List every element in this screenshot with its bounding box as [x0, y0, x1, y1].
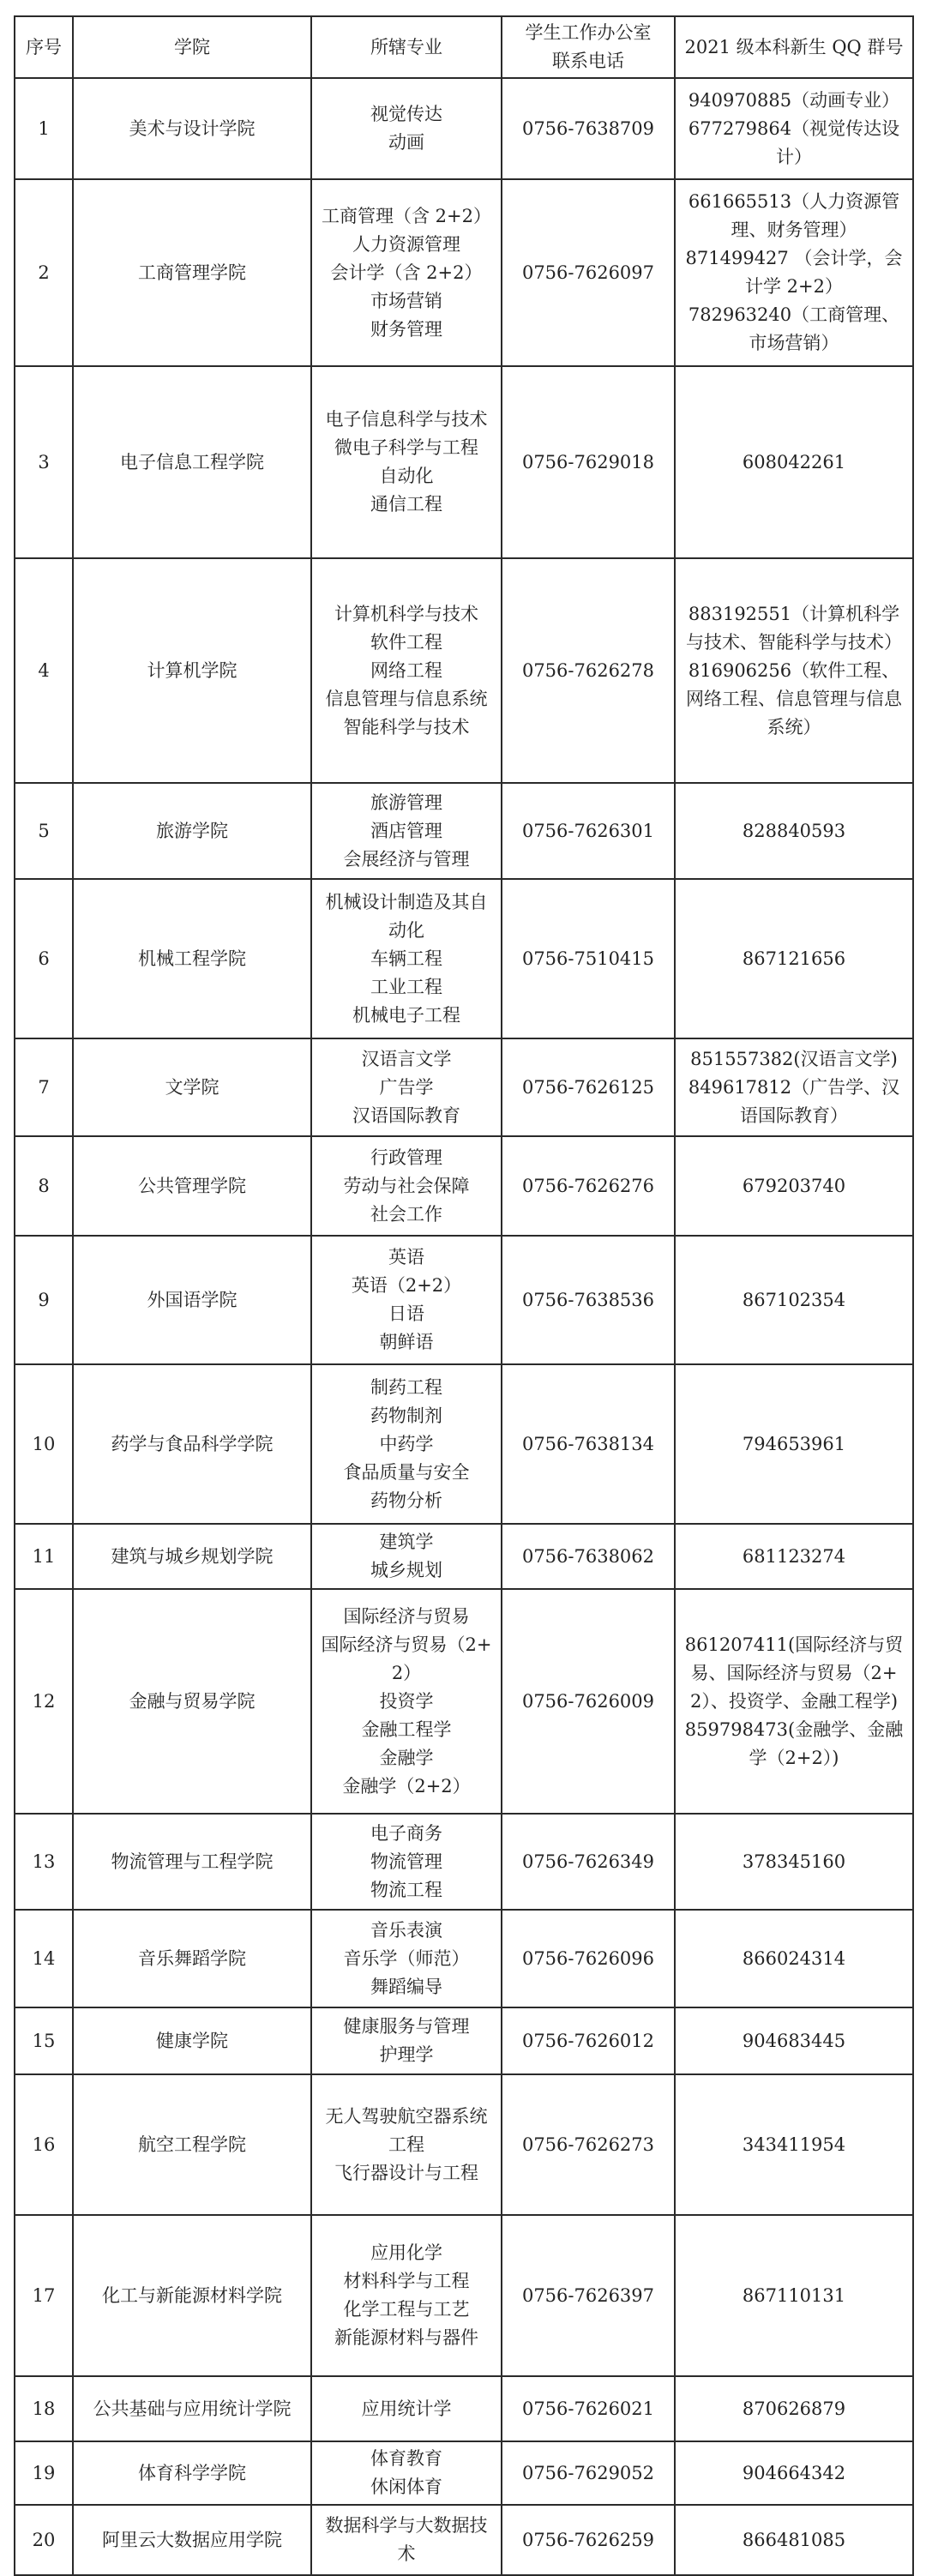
college-name: 机械工程学院	[73, 879, 311, 1038]
office-phone: 0756-7629018	[502, 366, 675, 558]
majors-cell-line: 数据科学与大数据技术	[325, 2515, 488, 2564]
majors-cell-line: 汉语国际教育	[352, 1104, 460, 1126]
majors-cell-line: 机械电子工程	[352, 1004, 460, 1026]
office-phone: 0756-7626125	[502, 1038, 675, 1136]
row-index: 5	[15, 783, 73, 879]
majors-cell-line: 金融工程学	[361, 1718, 452, 1740]
office-phone: 0756-7626276	[502, 1136, 675, 1236]
majors-cell-line: 金融学（2+2）	[342, 1775, 471, 1797]
majors-cell-line: 汉语言文学	[361, 1048, 452, 1069]
qq-group-cell-line: 859798473(金融学、金融学（2+2）)	[684, 1718, 904, 1768]
college-name: 健康学院	[73, 2007, 311, 2074]
qq-group-cell-line: 816906256（软件工程、网络工程、信息管理与信息系统）	[686, 659, 902, 737]
college-name: 计算机学院	[73, 558, 311, 783]
qq-group-cell-line: 861207411(国际经济与贸易、国际经济与贸易（2+2）、投资学、金融工程学)	[684, 1634, 904, 1712]
majors-cell-line: 新能源材料与器件	[334, 2327, 478, 2348]
majors-cell-line: 材料科学与工程	[343, 2271, 470, 2291]
qq-group-cell-line: 679203740	[742, 1175, 846, 1196]
college-contact-table	[14, 15, 914, 2576]
majors-cell-line: 应用化学	[370, 2242, 442, 2263]
majors-cell-line: 社会工作	[370, 1203, 442, 1225]
qq-group-cell	[675, 783, 913, 879]
majors-cell	[311, 2376, 502, 2441]
qq-group-cell-line: 851557382(汉语言文学)	[690, 1048, 898, 1069]
qq-group-cell-line: 608042261	[742, 451, 846, 472]
majors-cell-line: 工商管理（含 2+2）	[322, 205, 491, 226]
qq-group-cell	[675, 1524, 913, 1589]
majors-cell-line: 工业工程	[370, 976, 442, 997]
majors-cell-line: 国际经济与贸易	[343, 1605, 470, 1627]
qq-group-cell	[675, 1136, 913, 1236]
qq-group-cell-line: 867121656	[742, 948, 846, 969]
row-index: 15	[15, 2007, 73, 2074]
header-majors: 所辖专业	[311, 16, 502, 78]
majors-cell-line: 英语	[388, 1247, 424, 1267]
majors-cell	[311, 1038, 502, 1136]
qq-group-cell-line: 904683445	[742, 2030, 846, 2051]
majors-cell-line: 城乡规划	[370, 1560, 442, 1580]
table-row	[15, 179, 913, 366]
majors-cell	[311, 1814, 502, 1910]
row-index: 12	[15, 1589, 73, 1814]
header-phone: 学生工作办公室联系电话	[502, 16, 675, 78]
qq-group-cell-line: 782963240（工商管理、市场营销）	[688, 304, 900, 353]
majors-cell-line: 劳动与社会保障	[343, 1175, 470, 1196]
office-phone: 0756-7638709	[502, 78, 675, 179]
header-index: 序号	[15, 16, 73, 78]
table-row	[15, 78, 913, 179]
majors-cell-line: 物流工程	[370, 1879, 442, 1900]
office-phone: 0756-7626097	[502, 179, 675, 366]
table-row	[15, 558, 913, 783]
office-phone: 0756-7626096	[502, 1910, 675, 2007]
office-phone: 0756-7510415	[502, 879, 675, 1038]
majors-cell-line: 朝鲜语	[379, 1332, 434, 1352]
majors-cell-line: 动画	[388, 132, 424, 153]
majors-cell-line: 食品质量与安全	[343, 1461, 470, 1483]
college-name: 化工与新能源材料学院	[73, 2215, 311, 2376]
table-row	[15, 2215, 913, 2376]
college-name: 美术与设计学院	[73, 78, 311, 179]
row-index: 6	[15, 879, 73, 1038]
row-index: 2	[15, 179, 73, 366]
majors-cell-line: 广告学	[379, 1076, 434, 1098]
qq-group-cell-line: 883192551（计算机科学与技术、智能科学与技术）	[686, 603, 902, 653]
majors-cell-line: 自动化	[379, 466, 434, 486]
header-row	[15, 16, 913, 78]
majors-cell-line: 网络工程	[370, 659, 442, 681]
qq-group-cell-line: 828840593	[742, 820, 846, 841]
majors-cell-line: 应用统计学	[361, 2398, 452, 2419]
qq-group-cell	[675, 1589, 913, 1814]
table-row	[15, 2505, 913, 2575]
college-name: 外国语学院	[73, 1236, 311, 1364]
majors-cell-line: 金融学	[379, 1747, 434, 1768]
majors-cell-line: 微电子科学与工程	[334, 437, 478, 458]
qq-group-cell	[675, 1038, 913, 1136]
qq-group-cell	[675, 1814, 913, 1910]
college-name: 电子信息工程学院	[73, 366, 311, 558]
table-row	[15, 2007, 913, 2074]
majors-cell-line: 药物分析	[370, 1490, 442, 1511]
college-name: 阿里云大数据应用学院	[73, 2505, 311, 2575]
college-name: 文学院	[73, 1038, 311, 1136]
college-name: 旅游学院	[73, 783, 311, 879]
table-row	[15, 1524, 913, 1589]
majors-cell-line: 日语	[388, 1303, 424, 1324]
majors-cell	[311, 2074, 502, 2215]
college-name: 物流管理与工程学院	[73, 1814, 311, 1910]
row-index: 14	[15, 1910, 73, 2007]
row-index: 17	[15, 2215, 73, 2376]
office-phone: 0756-7626273	[502, 2074, 675, 2215]
majors-cell-line: 建筑学	[379, 1532, 434, 1552]
qq-group-cell	[675, 2007, 913, 2074]
majors-cell-line: 化学工程与工艺	[343, 2299, 470, 2320]
table-row	[15, 2376, 913, 2441]
majors-cell	[311, 879, 502, 1038]
majors-cell-line: 无人驾驶航空器系统工程	[325, 2105, 488, 2155]
row-index: 8	[15, 1136, 73, 1236]
qq-group-cell-line: 849617812（广告学、汉语国际教育）	[688, 1076, 900, 1126]
office-phone: 0756-7626397	[502, 2215, 675, 2376]
college-name: 体育科学学院	[73, 2441, 311, 2505]
majors-cell-line: 中药学	[379, 1433, 434, 1454]
table-row	[15, 1236, 913, 1364]
row-index: 3	[15, 366, 73, 558]
qq-group-cell-line: 794653961	[742, 1433, 846, 1454]
qq-group-cell-line: 378345160	[742, 1851, 846, 1872]
qq-group-cell	[675, 1236, 913, 1364]
majors-cell	[311, 366, 502, 558]
majors-cell-line: 旅游管理	[370, 791, 442, 813]
qq-group-cell-line: 904664342	[742, 2462, 846, 2483]
qq-group-cell-line: 940970885（动画专业）	[688, 89, 900, 111]
majors-cell	[311, 78, 502, 179]
office-phone: 0756-7626012	[502, 2007, 675, 2074]
majors-cell-line: 护理学	[379, 2044, 434, 2065]
majors-cell-line: 制药工程	[370, 1376, 442, 1398]
row-index: 13	[15, 1814, 73, 1910]
qq-group-cell	[675, 879, 913, 1038]
table-row	[15, 366, 913, 558]
row-index: 4	[15, 558, 73, 783]
majors-cell-line: 财务管理	[370, 318, 442, 340]
majors-cell-line: 物流管理	[370, 1851, 442, 1872]
row-index: 9	[15, 1236, 73, 1364]
majors-cell-line: 健康服务与管理	[343, 2016, 470, 2037]
majors-cell-line: 酒店管理	[370, 820, 442, 841]
office-phone: 0756-7626259	[502, 2505, 675, 2575]
college-name: 建筑与城乡规划学院	[73, 1524, 311, 1589]
majors-cell	[311, 2215, 502, 2376]
row-index: 1	[15, 78, 73, 179]
majors-cell-line: 音乐学（师范）	[343, 1947, 470, 1969]
qq-group-cell	[675, 2441, 913, 2505]
majors-cell	[311, 1589, 502, 1814]
majors-cell-line: 信息管理与信息系统	[325, 688, 488, 709]
table-row	[15, 1910, 913, 2007]
table-row	[15, 1038, 913, 1136]
majors-cell-line: 车辆工程	[370, 948, 442, 969]
header-college: 学院	[73, 16, 311, 78]
qq-group-cell	[675, 1910, 913, 2007]
majors-cell	[311, 179, 502, 366]
qq-group-cell-line: 661665513（人力资源管理、财务管理）	[688, 191, 900, 240]
qq-group-cell	[675, 366, 913, 558]
qq-group-cell-line: 681123274	[742, 1545, 846, 1567]
majors-cell-line: 会计学（含 2+2）	[330, 262, 483, 283]
qq-group-cell	[675, 558, 913, 783]
row-index: 16	[15, 2074, 73, 2215]
majors-cell	[311, 558, 502, 783]
majors-cell	[311, 1524, 502, 1589]
majors-cell-line: 视觉传达	[370, 104, 442, 124]
table-row	[15, 783, 913, 879]
majors-cell-line: 通信工程	[370, 494, 442, 515]
qq-group-cell	[675, 2376, 913, 2441]
majors-cell	[311, 783, 502, 879]
header-qq: 2021 级本科新生 QQ 群号	[675, 16, 913, 78]
majors-cell-line: 音乐表演	[370, 1919, 442, 1941]
majors-cell	[311, 1236, 502, 1364]
table-row	[15, 1814, 913, 1910]
majors-cell-line: 电子商务	[370, 1822, 442, 1844]
college-name: 金融与贸易学院	[73, 1589, 311, 1814]
table-body	[15, 78, 913, 2575]
qq-group-cell-line: 866024314	[742, 1947, 846, 1969]
majors-cell-line: 药物制剂	[370, 1405, 442, 1426]
majors-cell-line: 电子信息科学与技术	[325, 409, 488, 430]
college-name: 工商管理学院	[73, 179, 311, 366]
table-row	[15, 2074, 913, 2215]
office-phone: 0756-7626301	[502, 783, 675, 879]
table-row	[15, 879, 913, 1038]
majors-cell	[311, 1364, 502, 1524]
office-phone: 0756-7626349	[502, 1814, 675, 1910]
majors-cell-line: 智能科学与技术	[343, 716, 470, 737]
row-index: 20	[15, 2505, 73, 2575]
qq-group-cell	[675, 179, 913, 366]
office-phone: 0756-7629052	[502, 2441, 675, 2505]
majors-cell-line: 人力资源管理	[352, 233, 460, 255]
college-name: 公共管理学院	[73, 1136, 311, 1236]
college-name: 音乐舞蹈学院	[73, 1910, 311, 2007]
row-index: 18	[15, 2376, 73, 2441]
qq-group-cell-line: 867102354	[742, 1289, 846, 1310]
majors-cell	[311, 1910, 502, 2007]
qq-group-cell	[675, 78, 913, 179]
qq-group-cell	[675, 2505, 913, 2575]
majors-cell-line: 舞蹈编导	[370, 1976, 442, 1997]
college-name: 航空工程学院	[73, 2074, 311, 2215]
majors-cell-line: 机械设计制造及其自动化	[325, 891, 488, 941]
majors-cell	[311, 1136, 502, 1236]
table-row	[15, 2441, 913, 2505]
office-phone: 0756-7626021	[502, 2376, 675, 2441]
qq-group-cell-line: 343411954	[742, 2134, 846, 2155]
college-name: 公共基础与应用统计学院	[73, 2376, 311, 2441]
majors-cell-line: 软件工程	[370, 631, 442, 653]
qq-group-cell-line: 871499427 （会计学，会计学 2+2）	[685, 248, 903, 297]
office-phone: 0756-7638134	[502, 1364, 675, 1524]
qq-group-cell-line: 867110131	[742, 2284, 846, 2306]
qq-group-cell-line: 677279864（视觉传达设计）	[688, 117, 900, 167]
office-phone: 0756-7626009	[502, 1589, 675, 1814]
row-index: 19	[15, 2441, 73, 2505]
table-row	[15, 1589, 913, 1814]
majors-cell-line: 飞行器设计与工程	[334, 2162, 478, 2183]
majors-cell-line: 英语（2+2）	[351, 1275, 462, 1296]
majors-cell-line: 投资学	[379, 1690, 434, 1712]
majors-cell-line: 计算机科学与技术	[334, 603, 478, 624]
majors-cell-line: 体育教育	[370, 2448, 442, 2469]
table-row	[15, 1136, 913, 1236]
majors-cell-line: 休闲体育	[370, 2477, 442, 2497]
qq-group-cell	[675, 1364, 913, 1524]
majors-cell-line: 市场营销	[370, 290, 442, 311]
majors-cell-line: 行政管理	[370, 1147, 442, 1168]
qq-group-cell-line: 870626879	[742, 2398, 846, 2419]
college-name: 药学与食品科学学院	[73, 1364, 311, 1524]
majors-cell-line: 国际经济与贸易（2+2）	[321, 1634, 492, 1683]
qq-group-cell-line: 866481085	[742, 2529, 846, 2550]
qq-group-cell	[675, 2074, 913, 2215]
row-index: 11	[15, 1524, 73, 1589]
majors-cell-line: 会展经济与管理	[343, 848, 470, 870]
majors-cell	[311, 2441, 502, 2505]
office-phone: 0756-7638536	[502, 1236, 675, 1364]
office-phone: 0756-7626278	[502, 558, 675, 783]
office-phone: 0756-7638062	[502, 1524, 675, 1589]
majors-cell	[311, 2505, 502, 2575]
row-index: 7	[15, 1038, 73, 1136]
table-row	[15, 1364, 913, 1524]
qq-group-cell	[675, 2215, 913, 2376]
row-index: 10	[15, 1364, 73, 1524]
majors-cell	[311, 2007, 502, 2074]
